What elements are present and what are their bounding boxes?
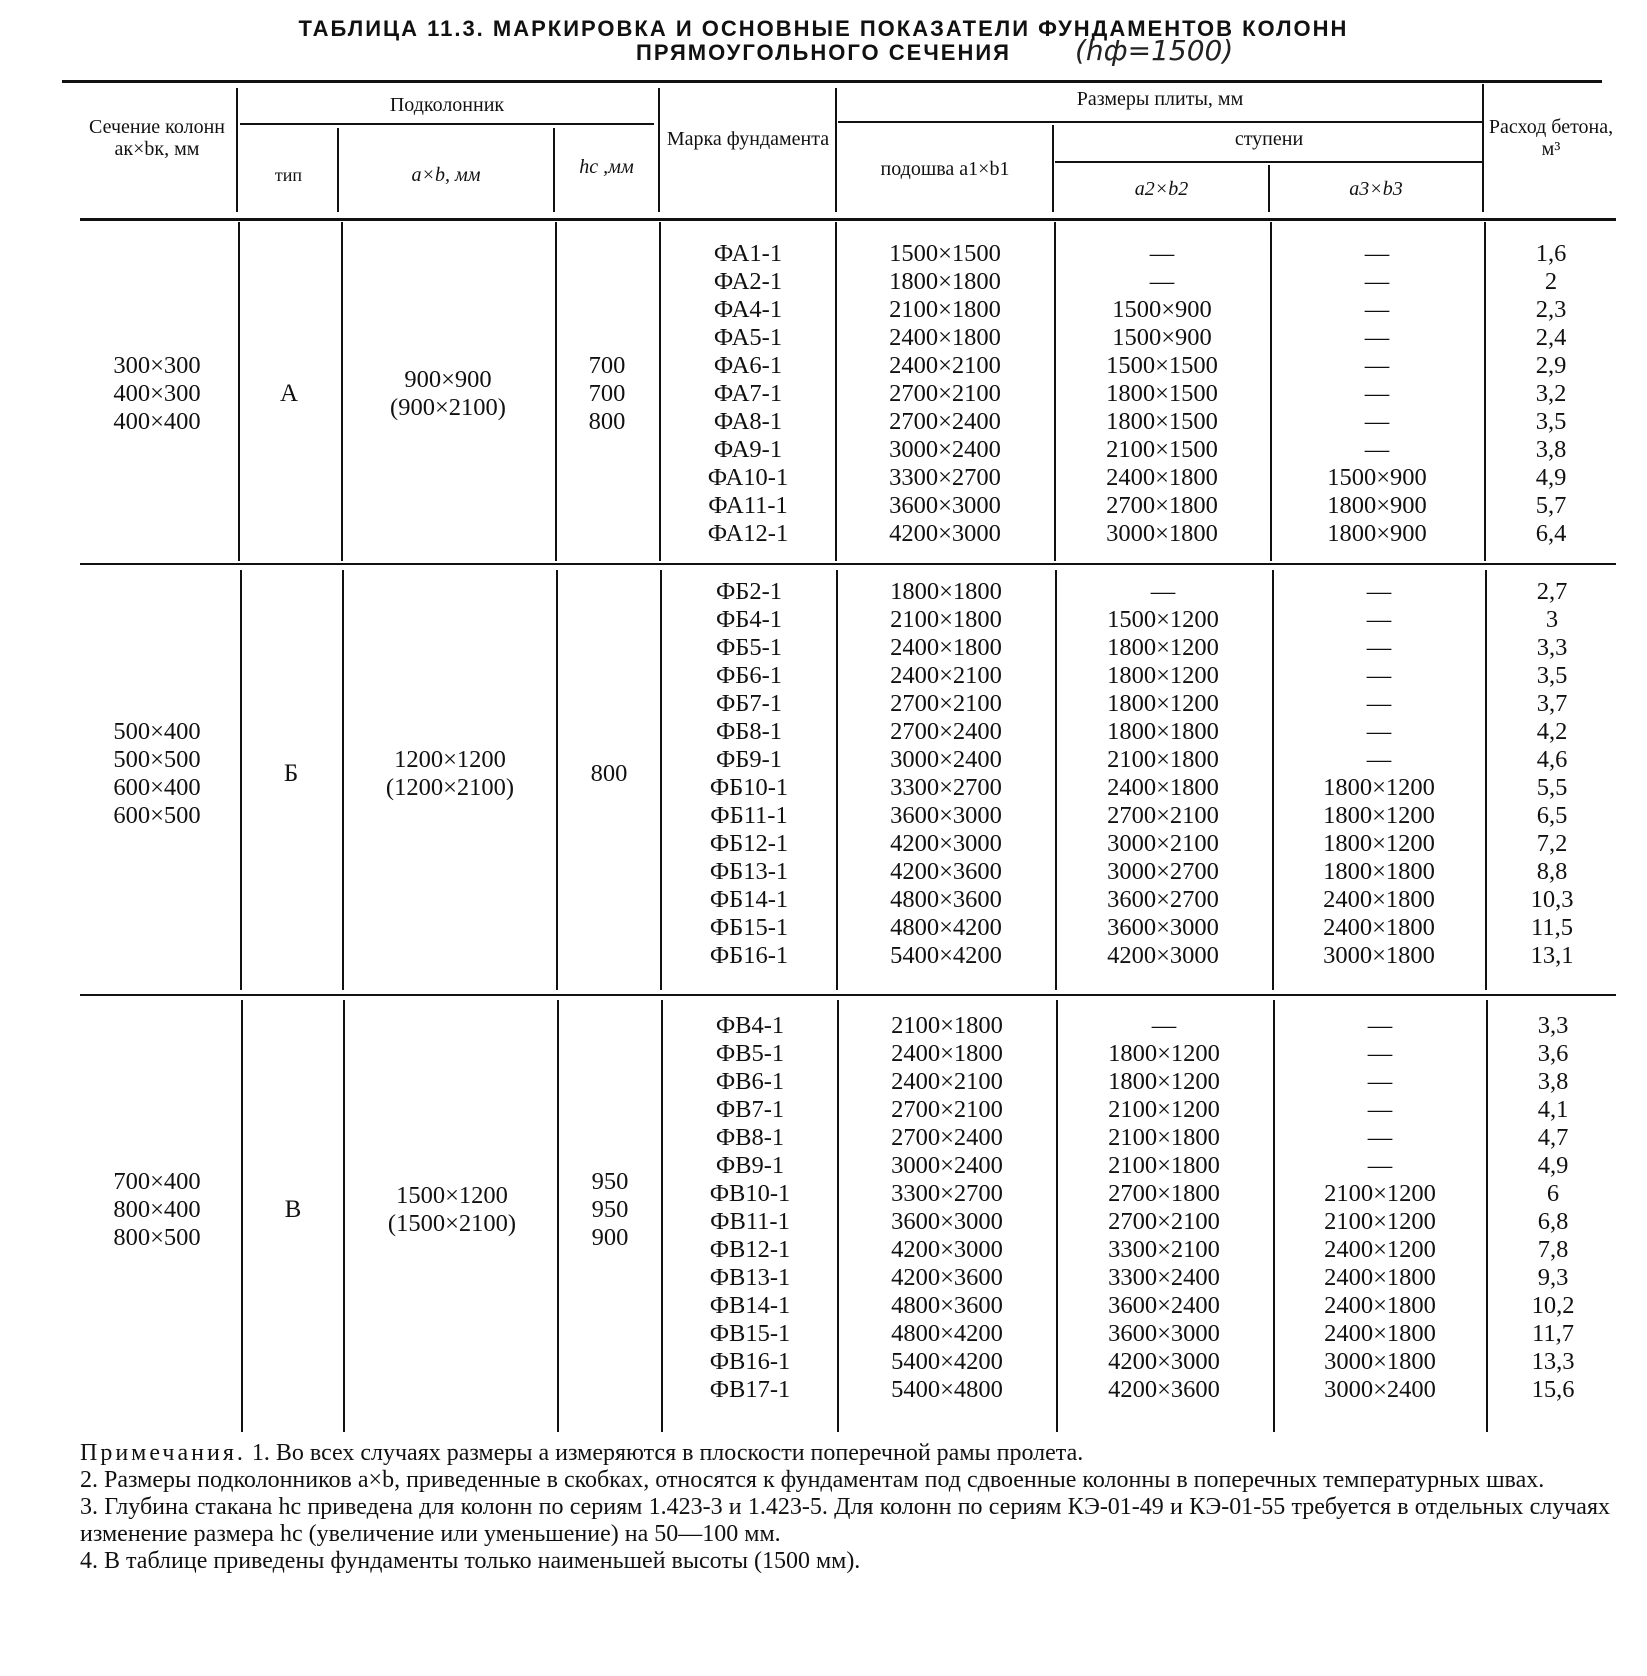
mark-cell: ФБ15-1 [709, 914, 789, 941]
a3b3-cell: 2400×1800 [1324, 1292, 1436, 1319]
a2b2-cell: 3000×2100 [1107, 830, 1219, 857]
a3b3-cell: 3000×2400 [1324, 1376, 1436, 1403]
header-a2b2: a2×b2 [1134, 178, 1189, 200]
a2b2-cell: 1500×900 [1112, 324, 1212, 351]
mark-cell: ФБ6-1 [715, 662, 783, 689]
a3b3-cell: — [1366, 578, 1392, 605]
a3b3-cell: — [1364, 352, 1390, 379]
a1b1-cell: 4200×3600 [890, 858, 1002, 885]
a2b2-cell: 3000×2700 [1107, 858, 1219, 885]
table-notes [80, 1440, 1610, 1575]
a3b3-cell: 1500×900 [1327, 464, 1427, 491]
a3b3-cell: 3000×1800 [1323, 942, 1435, 969]
body-vline-5-g3 [837, 1000, 839, 1432]
a2b2-cell: 2400×1800 [1106, 464, 1218, 491]
a1b1-cell: 2100×1800 [890, 606, 1002, 633]
a2b2-cell: 2700×2100 [1107, 802, 1219, 829]
a2b2-cell: 3600×3000 [1108, 1320, 1220, 1347]
a3b3-cell: 1800×1800 [1323, 858, 1435, 885]
a1b1-column-b [839, 578, 1053, 970]
body-vline-4-g3 [661, 1000, 663, 1432]
beton-cell: 13,1 [1530, 942, 1574, 969]
beton-cell: 4,9 [1537, 1152, 1569, 1179]
a3b3-cell: — [1367, 1096, 1393, 1123]
a1b1-column-a [838, 240, 1052, 548]
a2b2-column-b [1057, 578, 1269, 970]
mark-cell: ФВ8-1 [715, 1124, 785, 1151]
header-beton: Расход бетона, м³ [1488, 116, 1614, 160]
beton-cell: 2,3 [1535, 296, 1567, 323]
beton-cell: 3,2 [1535, 380, 1567, 407]
beton-cell: 3,6 [1537, 1040, 1569, 1067]
header-subrule-plate [838, 121, 1484, 123]
a1b1-cell: 3600×3000 [891, 1208, 1003, 1235]
a1b1-cell: 3000×2400 [891, 1152, 1003, 1179]
mark-cell: ФБ12-1 [709, 830, 789, 857]
mark-cell: ФА5-1 [713, 324, 783, 351]
a2b2-cell: 1500×900 [1112, 296, 1212, 323]
marks-column-b [663, 578, 835, 970]
beton-column-a [1488, 240, 1614, 548]
note-1: 1. Во всех случаях размеры a измеряются в плоскости поперечной рамы пролета. [251, 1440, 1084, 1466]
mark-cell: ФБ8-1 [715, 718, 783, 745]
a2b2-cell: — [1150, 578, 1176, 605]
a3b3-cell: — [1366, 746, 1392, 773]
a2b2-cell: 2100×1500 [1106, 436, 1218, 463]
beton-cell: 4,7 [1537, 1124, 1569, 1151]
hc-cell-c: 950 950 900 [591, 1168, 629, 1251]
a2b2-cell: 3600×3000 [1107, 914, 1219, 941]
beton-cell: 9,3 [1537, 1264, 1569, 1291]
a3b3-cell: 2400×1200 [1324, 1236, 1436, 1263]
beton-cell: 2,4 [1535, 324, 1567, 351]
header-podoshva: подошва a1×b1 [880, 158, 1010, 180]
a1b1-cell: 5400×4200 [891, 1348, 1003, 1375]
body-vline-8-g3 [1486, 1000, 1488, 1432]
a2b2-cell: — [1151, 1012, 1177, 1039]
mark-cell: ФВ11-1 [710, 1208, 790, 1235]
body-vline-5-g2 [836, 570, 838, 990]
a3b3-cell: — [1366, 606, 1392, 633]
a3b3-cell: 2400×1800 [1323, 886, 1435, 913]
a1b1-cell: 2400×1800 [890, 634, 1002, 661]
a3b3-cell: — [1364, 296, 1390, 323]
a1b1-cell: 2700×2100 [889, 380, 1001, 407]
header-a3b3: a3×b3 [1349, 178, 1403, 200]
note-4: 4. В таблице приведены фундаменты только наименьшей высоты (1500 мм). [80, 1548, 861, 1574]
mark-cell: ФБ16-1 [709, 942, 789, 969]
body-vline-2-g3 [343, 1000, 345, 1432]
type-cell-a: А [279, 380, 299, 407]
a1b1-cell: 2400×1800 [889, 324, 1001, 351]
a1b1-cell: 4200×3000 [890, 830, 1002, 857]
a2b2-cell: 2400×1800 [1107, 774, 1219, 801]
mark-cell: ФА8-1 [713, 408, 783, 435]
beton-column-c [1490, 1012, 1616, 1404]
note-3: 3. Глубина стакана hc приведена для колонн по сериям 1.423-3 и 1.423-5. Для колонн по сериям КЭ-01-49 и КЭ-01-55 требуется в отдельных случаях изменение размера hc (увеличение или уменьшение) на 50—100 мм. [80, 1494, 1610, 1547]
beton-cell: 3,3 [1536, 634, 1568, 661]
mark-cell: ФБ11-1 [710, 802, 788, 829]
beton-cell: 6,4 [1535, 520, 1567, 547]
mark-cell: ФВ13-1 [709, 1264, 791, 1291]
a3b3-cell: — [1367, 1124, 1393, 1151]
section-cell-b: 500×400 500×500 600×400 600×500 [113, 718, 201, 829]
beton-cell: 6 [1546, 1180, 1560, 1207]
a1b1-cell: 1800×1800 [889, 268, 1001, 295]
beton-cell: 2 [1544, 268, 1558, 295]
a1b1-column-c [840, 1012, 1054, 1404]
type-cell-c: В [284, 1196, 302, 1223]
mark-cell: ФВ16-1 [709, 1348, 791, 1375]
mark-cell: ФБ13-1 [709, 858, 789, 885]
a3b3-cell: 3000×1800 [1324, 1348, 1436, 1375]
a1b1-cell: 4800×4200 [891, 1320, 1003, 1347]
a2b2-cell: 1800×1500 [1106, 408, 1218, 435]
a3b3-cell: 2100×1200 [1324, 1208, 1436, 1235]
mark-cell: ФА9-1 [713, 436, 783, 463]
beton-cell: 2,7 [1536, 578, 1568, 605]
mark-cell: ФА12-1 [707, 520, 789, 547]
group-divider-2 [80, 994, 1616, 996]
section-cell-c: 700×400 800×400 800×500 [113, 1168, 201, 1251]
beton-cell: 4,9 [1535, 464, 1567, 491]
header-bottom-rule [80, 218, 1616, 221]
a1b1-cell: 4200×3600 [891, 1264, 1003, 1291]
header-podkolonnik: Подколонник [389, 94, 505, 116]
body-vline-1-g3 [241, 1000, 243, 1432]
a3b3-cell: 1800×900 [1327, 520, 1427, 547]
a2b2-cell: 3000×1800 [1106, 520, 1218, 547]
a1b1-cell: 3600×3000 [890, 802, 1002, 829]
a1b1-cell: 4200×3000 [889, 520, 1001, 547]
a2b2-cell: 1800×1200 [1108, 1040, 1220, 1067]
header-vline-4 [658, 88, 660, 212]
a1b1-cell: 5400×4800 [891, 1376, 1003, 1403]
a1b1-cell: 2700×2400 [891, 1124, 1003, 1151]
a1b1-cell: 4200×3000 [891, 1236, 1003, 1263]
table-title: ТАБЛИЦА 11.3. МАРКИРОВКА И ОСНОВНЫЕ ПОКАЗАТЕЛИ ФУНДАМЕНТОВ КОЛОНН [298, 16, 1349, 41]
note-2: 2. Размеры подколонников a×b, приведенные в скобках, относятся к фундаментам под сдвоенные колонны в поперечных температурных швах. [80, 1467, 1545, 1493]
a2b2-cell: 3300×2100 [1108, 1236, 1220, 1263]
header-marka: Марка фундамента [666, 128, 830, 150]
a3b3-cell: — [1364, 436, 1390, 463]
a2b2-column-a [1056, 240, 1268, 548]
a3b3-cell: — [1364, 324, 1390, 351]
a1b1-cell: 2100×1800 [891, 1012, 1003, 1039]
beton-cell: 3,3 [1537, 1012, 1569, 1039]
handwritten-annotation: (hф=1500) [1075, 34, 1234, 67]
a1b1-cell: 3300×2700 [890, 774, 1002, 801]
mark-cell: ФА10-1 [707, 464, 789, 491]
a1b1-cell: 3000×2400 [889, 436, 1001, 463]
a1b1-cell: 2700×2400 [890, 718, 1002, 745]
a3b3-cell: — [1366, 718, 1392, 745]
marks-column-a [662, 240, 834, 548]
mark-cell: ФВ5-1 [715, 1040, 785, 1067]
a3b3-cell: — [1366, 662, 1392, 689]
a3b3-cell: — [1366, 690, 1392, 717]
a2b2-cell: 1500×1500 [1106, 352, 1218, 379]
top-rule [62, 80, 1602, 83]
beton-cell: 4,2 [1536, 718, 1568, 745]
mark-cell: ФА11-1 [708, 492, 788, 519]
a2b2-cell: 1800×1200 [1107, 634, 1219, 661]
a1b1-cell: 1500×1500 [889, 240, 1001, 267]
table-subtitle: ПРЯМОУГОЛЬНОГО СЕЧЕНИЯ [636, 40, 1011, 65]
hc-cell-a: 700 700 800 [588, 352, 626, 435]
a3b3-cell: — [1364, 268, 1390, 295]
mark-cell: ФВ6-1 [715, 1068, 785, 1095]
a1b1-cell: 1800×1800 [890, 578, 1002, 605]
header-hc: hc ,мм [579, 156, 634, 178]
mark-cell: ФБ7-1 [715, 690, 783, 717]
a1b1-cell: 2100×1800 [889, 296, 1001, 323]
header-vline-1 [236, 88, 238, 212]
mark-cell: ФВ17-1 [709, 1376, 791, 1403]
a2b2-cell: 2100×1800 [1108, 1152, 1220, 1179]
body-vline-4-g2 [660, 570, 662, 990]
a1b1-cell: 3300×2700 [889, 464, 1001, 491]
a1b1-cell: 4800×3600 [891, 1292, 1003, 1319]
a2b2-cell: — [1149, 268, 1175, 295]
a3b3-column-a [1272, 240, 1482, 548]
beton-column-b [1489, 578, 1615, 970]
a2b2-cell: 2100×1800 [1107, 746, 1219, 773]
a2b2-column-c [1058, 1012, 1270, 1404]
mark-cell: ФВ9-1 [715, 1152, 785, 1179]
a1b1-cell: 4800×3600 [890, 886, 1002, 913]
a3b3-cell: — [1364, 240, 1390, 267]
group-divider-1 [80, 563, 1616, 565]
a2b2-cell: 2700×2100 [1108, 1208, 1220, 1235]
mark-cell: ФА1-1 [713, 240, 783, 267]
a2b2-cell: 1800×1500 [1106, 380, 1218, 407]
header-vline-5 [835, 88, 837, 212]
mark-cell: ФБ14-1 [709, 886, 789, 913]
a3b3-cell: 2400×1800 [1323, 914, 1435, 941]
header-axb: a×b, мм [411, 164, 481, 186]
a1b1-cell: 2400×2100 [891, 1068, 1003, 1095]
mark-cell: ФВ10-1 [709, 1180, 791, 1207]
a1b1-cell: 2700×2100 [890, 690, 1002, 717]
a2b2-cell: 1800×1200 [1108, 1068, 1220, 1095]
a1b1-cell: 2700×2100 [891, 1096, 1003, 1123]
a1b1-cell: 3000×2400 [890, 746, 1002, 773]
a2b2-cell: 3600×2700 [1107, 886, 1219, 913]
a2b2-cell: 3600×2400 [1108, 1292, 1220, 1319]
a1b1-cell: 2700×2400 [889, 408, 1001, 435]
beton-cell: 10,2 [1531, 1292, 1575, 1319]
a1b1-cell: 5400×4200 [890, 942, 1002, 969]
a2b2-cell: 2700×1800 [1106, 492, 1218, 519]
mark-cell: ФВ7-1 [715, 1096, 785, 1123]
a3b3-cell: — [1367, 1152, 1393, 1179]
beton-cell: 6,5 [1536, 802, 1568, 829]
beton-cell: 11,7 [1532, 1320, 1574, 1347]
beton-cell: 15,6 [1531, 1376, 1575, 1403]
body-vline-8-g2 [1485, 570, 1487, 990]
a1b1-cell: 3300×2700 [891, 1180, 1003, 1207]
mark-cell: ФА2-1 [713, 268, 783, 295]
a3b3-cell: 1800×1200 [1323, 774, 1435, 801]
mark-cell: ФВ12-1 [709, 1236, 791, 1263]
a2b2-cell: 1800×1800 [1107, 718, 1219, 745]
a3b3-cell: — [1367, 1012, 1393, 1039]
a2b2-cell: 4200×3000 [1107, 942, 1219, 969]
a1b1-cell: 2400×2100 [890, 662, 1002, 689]
a2b2-cell: 1800×1200 [1107, 662, 1219, 689]
a1b1-cell: 3600×3000 [889, 492, 1001, 519]
beton-cell: 7,2 [1536, 830, 1568, 857]
beton-cell: 2,9 [1535, 352, 1567, 379]
header-section: Сечение колонн aк×bк, мм [88, 116, 225, 160]
axb-cell-c: 1500×1200 (1500×2100) [387, 1182, 517, 1237]
hc-cell-b: 800 [590, 760, 628, 787]
a3b3-cell: — [1367, 1068, 1393, 1095]
a1b1-cell: 2400×2100 [889, 352, 1001, 379]
header-subrule-steps [1055, 161, 1483, 163]
beton-cell: 7,8 [1537, 1236, 1569, 1263]
a2b2-cell: 3300×2400 [1108, 1264, 1220, 1291]
a3b3-cell: 2400×1800 [1324, 1320, 1436, 1347]
section-cell-a: 300×300 400×300 400×400 [113, 352, 201, 435]
type-cell-b: Б [283, 760, 299, 787]
a3b3-cell: 1800×900 [1327, 492, 1427, 519]
body-vline-5-g1 [835, 222, 837, 561]
beton-cell: 11,5 [1531, 914, 1573, 941]
beton-cell: 6,8 [1537, 1208, 1569, 1235]
mark-cell: ФА4-1 [713, 296, 783, 323]
a2b2-cell: 2100×1200 [1108, 1096, 1220, 1123]
beton-cell: 8,8 [1536, 858, 1568, 885]
a3b3-cell: 2400×1800 [1324, 1264, 1436, 1291]
mark-cell: ФБ4-1 [715, 606, 783, 633]
a3b3-cell: 1800×1200 [1323, 802, 1435, 829]
mark-cell: ФВ15-1 [709, 1320, 791, 1347]
header-subrule-podkolonnik [240, 123, 654, 125]
a2b2-cell: 1500×1200 [1107, 606, 1219, 633]
beton-cell: 4,6 [1536, 746, 1568, 773]
a3b3-column-b [1274, 578, 1484, 970]
beton-cell: 3,5 [1536, 662, 1568, 689]
body-vline-4-g1 [659, 222, 661, 561]
a3b3-cell: 1800×1200 [1323, 830, 1435, 857]
axb-cell-b: 1200×1200 (1200×2100) [385, 746, 515, 801]
a2b2-cell: 1800×1200 [1107, 690, 1219, 717]
a2b2-cell: — [1149, 240, 1175, 267]
beton-cell: 10,3 [1530, 886, 1574, 913]
beton-cell: 13,3 [1531, 1348, 1575, 1375]
marks-column-c [664, 1012, 836, 1404]
mark-cell: ФВ14-1 [709, 1292, 791, 1319]
notes-lead: Примечания. [80, 1440, 246, 1466]
a3b3-cell: — [1366, 634, 1392, 661]
mark-cell: ФБ5-1 [715, 634, 783, 661]
a2b2-cell: 2700×1800 [1108, 1180, 1220, 1207]
a3b3-cell: 2100×1200 [1324, 1180, 1436, 1207]
a3b3-cell: — [1364, 408, 1390, 435]
a1b1-cell: 4800×4200 [890, 914, 1002, 941]
mark-cell: ФБ2-1 [715, 578, 783, 605]
beton-cell: 1,6 [1535, 240, 1567, 267]
mark-cell: ФБ10-1 [709, 774, 789, 801]
axb-cell-a: 900×900 (900×2100) [390, 366, 506, 421]
header-stupeni: ступени [1234, 128, 1304, 150]
beton-cell: 3,5 [1535, 408, 1567, 435]
a2b2-cell: 2100×1800 [1108, 1124, 1220, 1151]
mark-cell: ФА7-1 [713, 380, 783, 407]
a1b1-cell: 2400×1800 [891, 1040, 1003, 1067]
header-vline-6 [1052, 125, 1054, 212]
a3b3-cell: — [1367, 1040, 1393, 1067]
mark-cell: ФВ4-1 [715, 1012, 785, 1039]
beton-cell: 4,1 [1537, 1096, 1569, 1123]
a3b3-column-c [1275, 1012, 1485, 1404]
beton-cell: 3 [1545, 606, 1559, 633]
a2b2-cell: 4200×3600 [1108, 1376, 1220, 1403]
a3b3-cell: — [1364, 380, 1390, 407]
beton-cell: 3,7 [1536, 690, 1568, 717]
mark-cell: ФА6-1 [713, 352, 783, 379]
a2b2-cell: 4200×3000 [1108, 1348, 1220, 1375]
header-plate: Размеры плиты, мм [1076, 88, 1244, 110]
beton-cell: 3,8 [1535, 436, 1567, 463]
mark-cell: ФБ9-1 [715, 746, 783, 773]
beton-cell: 3,8 [1537, 1068, 1569, 1095]
beton-cell: 5,7 [1535, 492, 1567, 519]
header-tip: тип [274, 165, 303, 185]
beton-cell: 5,5 [1536, 774, 1568, 801]
body-vline-8-g1 [1484, 222, 1486, 561]
